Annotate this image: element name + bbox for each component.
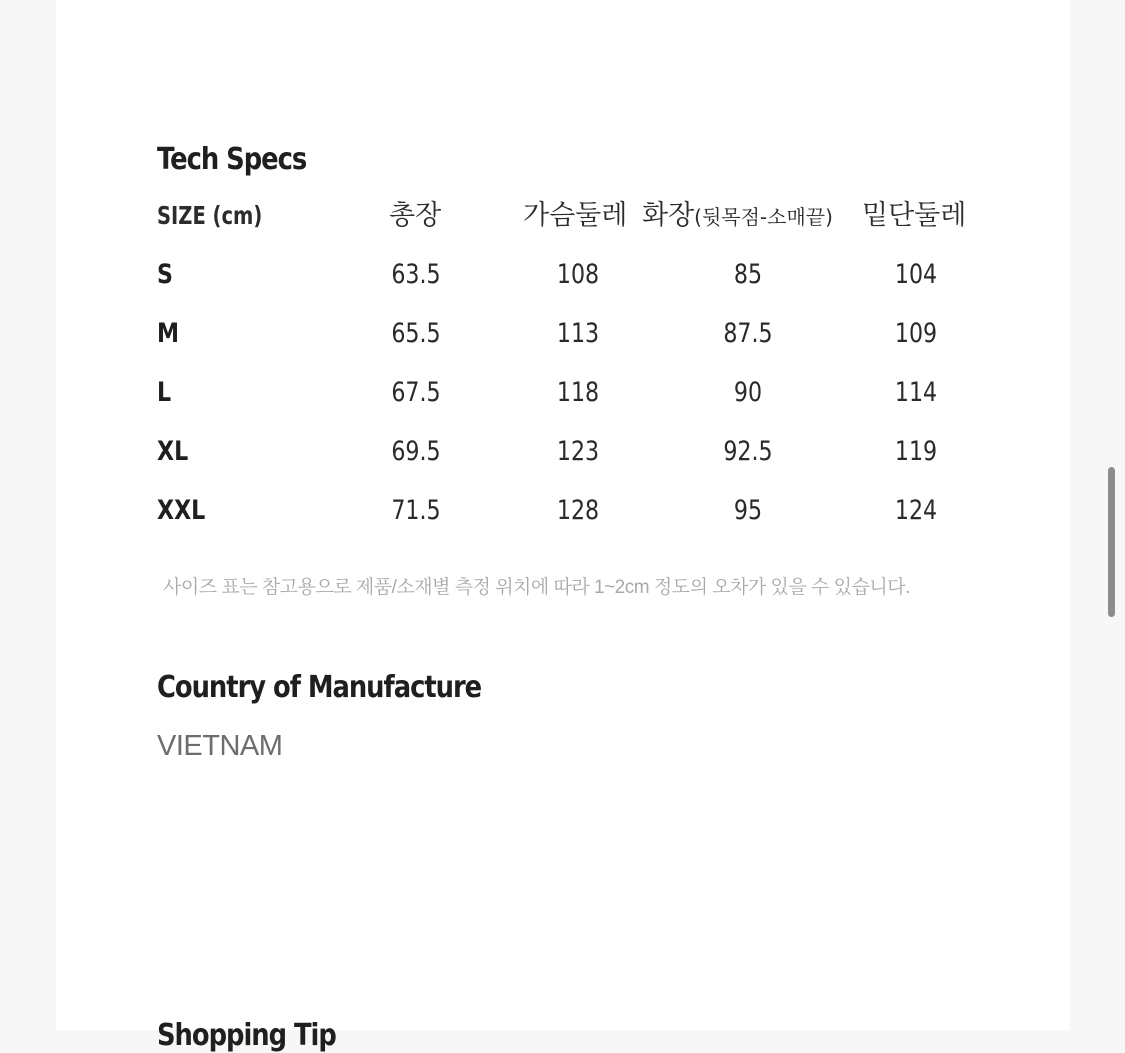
size-label: XXL [157, 495, 206, 526]
page-scrollbar[interactable] [1108, 467, 1115, 617]
chest-value: 118 [556, 377, 600, 408]
size-label: S [157, 259, 173, 290]
country-of-manufacture-title: Country of Manufacture [157, 670, 482, 705]
length-value: 67.5 [391, 377, 441, 408]
sleeve-value: 92.5 [723, 436, 773, 467]
next-section-title: Shopping Tip [157, 1018, 336, 1053]
length-value: 63.5 [391, 259, 441, 290]
chest-value: 113 [556, 318, 600, 349]
size-label: M [157, 318, 180, 349]
sleeve-value: 95 [733, 495, 763, 526]
header-length: 총장 [389, 200, 442, 231]
table-header-row [157, 196, 977, 236]
hem-value: 124 [894, 495, 938, 526]
table-row [157, 314, 977, 354]
sleeve-value: 87.5 [723, 318, 773, 349]
length-value: 71.5 [391, 495, 441, 526]
header-sleeve-label: 화장 [642, 200, 695, 231]
chest-value: 123 [556, 436, 600, 467]
country-value: VIETNAM [157, 730, 283, 762]
hem-value: 114 [894, 377, 938, 408]
hem-value: 104 [894, 259, 938, 290]
length-value: 69.5 [391, 436, 441, 467]
size-label: XL [157, 436, 189, 467]
chest-value: 128 [556, 495, 600, 526]
header-chest: 가슴둘레 [523, 200, 628, 231]
size-chart-note: 사이즈 표는 참고용으로 제품/소재별 측정 위치에 따라 1~2cm 정도의 오차가 있을 수 있습니다. [163, 577, 910, 598]
sleeve-value: 90 [733, 377, 763, 408]
table-row [157, 491, 977, 531]
table-row [157, 255, 977, 295]
hem-value: 119 [894, 436, 938, 467]
table-row [157, 432, 977, 472]
chest-value: 108 [556, 259, 600, 290]
header-size: SIZE (cm) [157, 201, 263, 230]
table-row [157, 373, 977, 413]
tech-specs-title: Tech Specs [157, 142, 307, 177]
sleeve-value: 85 [733, 259, 763, 290]
header-sleeve [642, 196, 833, 236]
size-label: L [157, 377, 172, 408]
header-sleeve-note: (뒷목점-소매끝) [694, 205, 833, 229]
length-value: 65.5 [391, 318, 441, 349]
hem-value: 109 [894, 318, 938, 349]
header-hem: 밑단둘레 [862, 200, 967, 231]
